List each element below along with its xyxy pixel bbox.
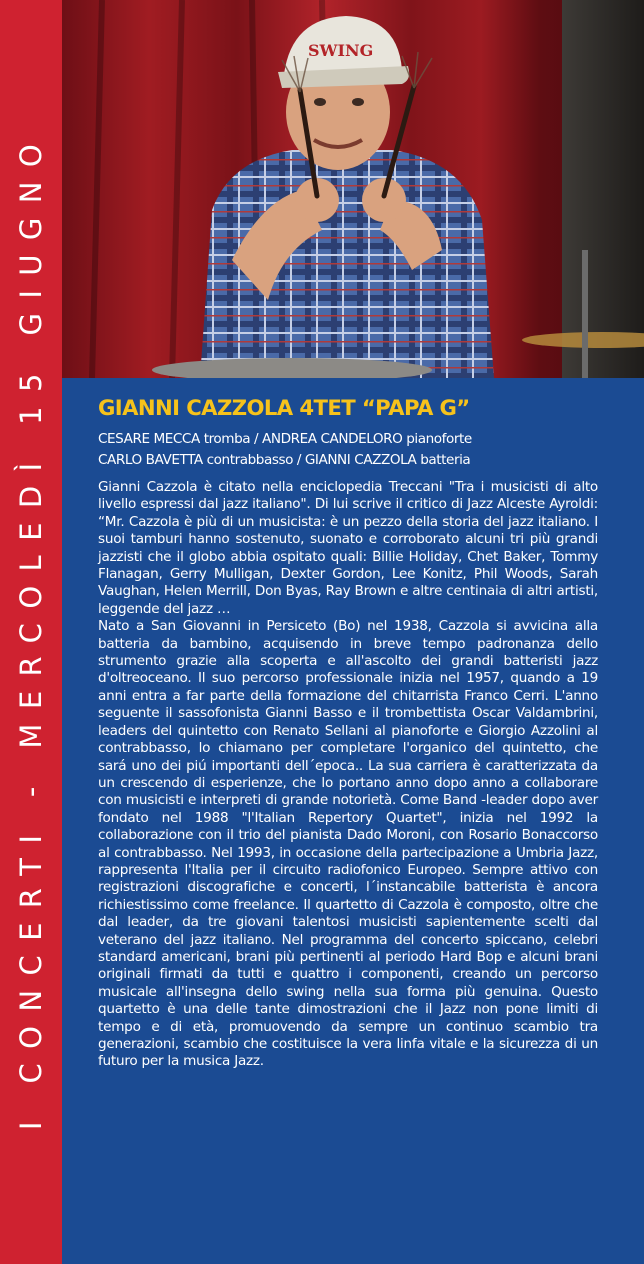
lineup-line xyxy=(98,429,598,450)
event-description xyxy=(98,479,598,1071)
musician-name: GIANNI CAZZOLA xyxy=(304,452,417,468)
musician-role: pianoforte xyxy=(402,431,472,447)
musician-role: batteria xyxy=(416,452,471,468)
sidebar-date-label: I CONCERTI - MERCOLEDÌ 15 GIUGNO xyxy=(14,129,48,1131)
event-panel xyxy=(98,393,598,1071)
event-title: GIANNI CAZZOLA 4TET “PAPA G” xyxy=(98,395,470,420)
musician-name: ANDREA CANDELORO xyxy=(262,431,403,447)
sidebar-band xyxy=(0,0,62,1264)
musician-role: tromba / xyxy=(199,431,263,447)
musician-role: contrabbasso / xyxy=(202,452,305,468)
musician-name: CARLO BAVETTA xyxy=(98,452,203,468)
description-paragraph: Gianni Cazzola è citato nella enciclopedia Treccani "Tra i musicisti di alto livello espressi dal jazz italiano". Di lui scrive il critico di Jazz Alceste Ayroldi: “Mr. Cazzola è più di un musicista: è un pezzo della storia del jazz italiano. I suoi tamburi hanno sostenuto, suonato e corroborato alcuni tri più grandi jazzisti che il globo abbia ospitato quali: Billie Holiday, Chet Baker, Tommy Flanagan, Gerry Mulligan, Dexter Gordon, Lee Konitz, Phil Woods, Sarah Vaughan, Helen Merrill, Don Byas, Ray Brown e altre centinaia di altri artisti, leggende del jazz … xyxy=(98,479,598,617)
artist-photo xyxy=(62,0,644,378)
lineup-line xyxy=(98,450,598,471)
lineup xyxy=(98,429,598,471)
description-paragraph: Nato a San Giovanni in Persiceto (Bo) nel 1938, Cazzola si avvicina alla batteria da bambino, acquisendo in breve tempo padronanza dello strumento grazie alla scoperta e all'ascolto dei grandi batteristi jazz d'oltreoceano. Il suo percorso professionale inizia nel 1957, quando a 19 anni entra a far parte della formazione del chitarrista Franco Cerri. L'anno seguente il sassofonista Gianni Basso e il trombettista Oscar Valdambrini, leaders del quintetto con Renato Sellani al pianoforte e Giorgio Azzolini al contrabbasso, lo chiamano per completare l'organico del quintetto, che sará uno dei piú importanti dell´epoca.. La sua carriera è caratterizzata da un crescendo di esperienze, che lo portano anno dopo anno a collaborare con musicisti e interpreti di grande notorietà. Come Band -leader dopo aver fondato nel 1988 "l'Italian Repertory Quartet", inizia nel 1992 la collaborazione con il trio del pianista Dado Moroni, con Rosario Bonaccorso al contrabbasso. Nel 1993, in occasione della partecipazione a Umbria Jazz, rappresenta l'Italia per il circuito radiofonico Europeo. Sempre attivo con registrazioni discografiche e concerti, l´instancabile batterista è ancora richiestissimo come freelance. Il quartetto di Cazzola è composto, oltre che dal leader, da tre giovani talentosi musicisti sapientemente scelti dal veterano del jazz italiano. Nel programma del concerto spiccano, celebri standard americani, brani più pertinenti al periodo Hard Bop e alcuni brani originali firmati da tutti e quattro i componenti, creando un percorso musicale all'insegna dello swing nella sua forma più genuina. Questo quartetto è una delle tante dimostrazioni che il Jazz non pone limiti di tempo e di età, promuovendo da sempre un continuo scambio tra generazioni, scambio che costituisce la vera linfa vitale e la sicurezza di un futuro per la musica Jazz. xyxy=(98,618,598,1070)
drummer-illustration xyxy=(62,0,644,378)
musician-name: CESARE MECCA xyxy=(98,431,200,447)
cap-logo: SWING xyxy=(308,41,374,60)
